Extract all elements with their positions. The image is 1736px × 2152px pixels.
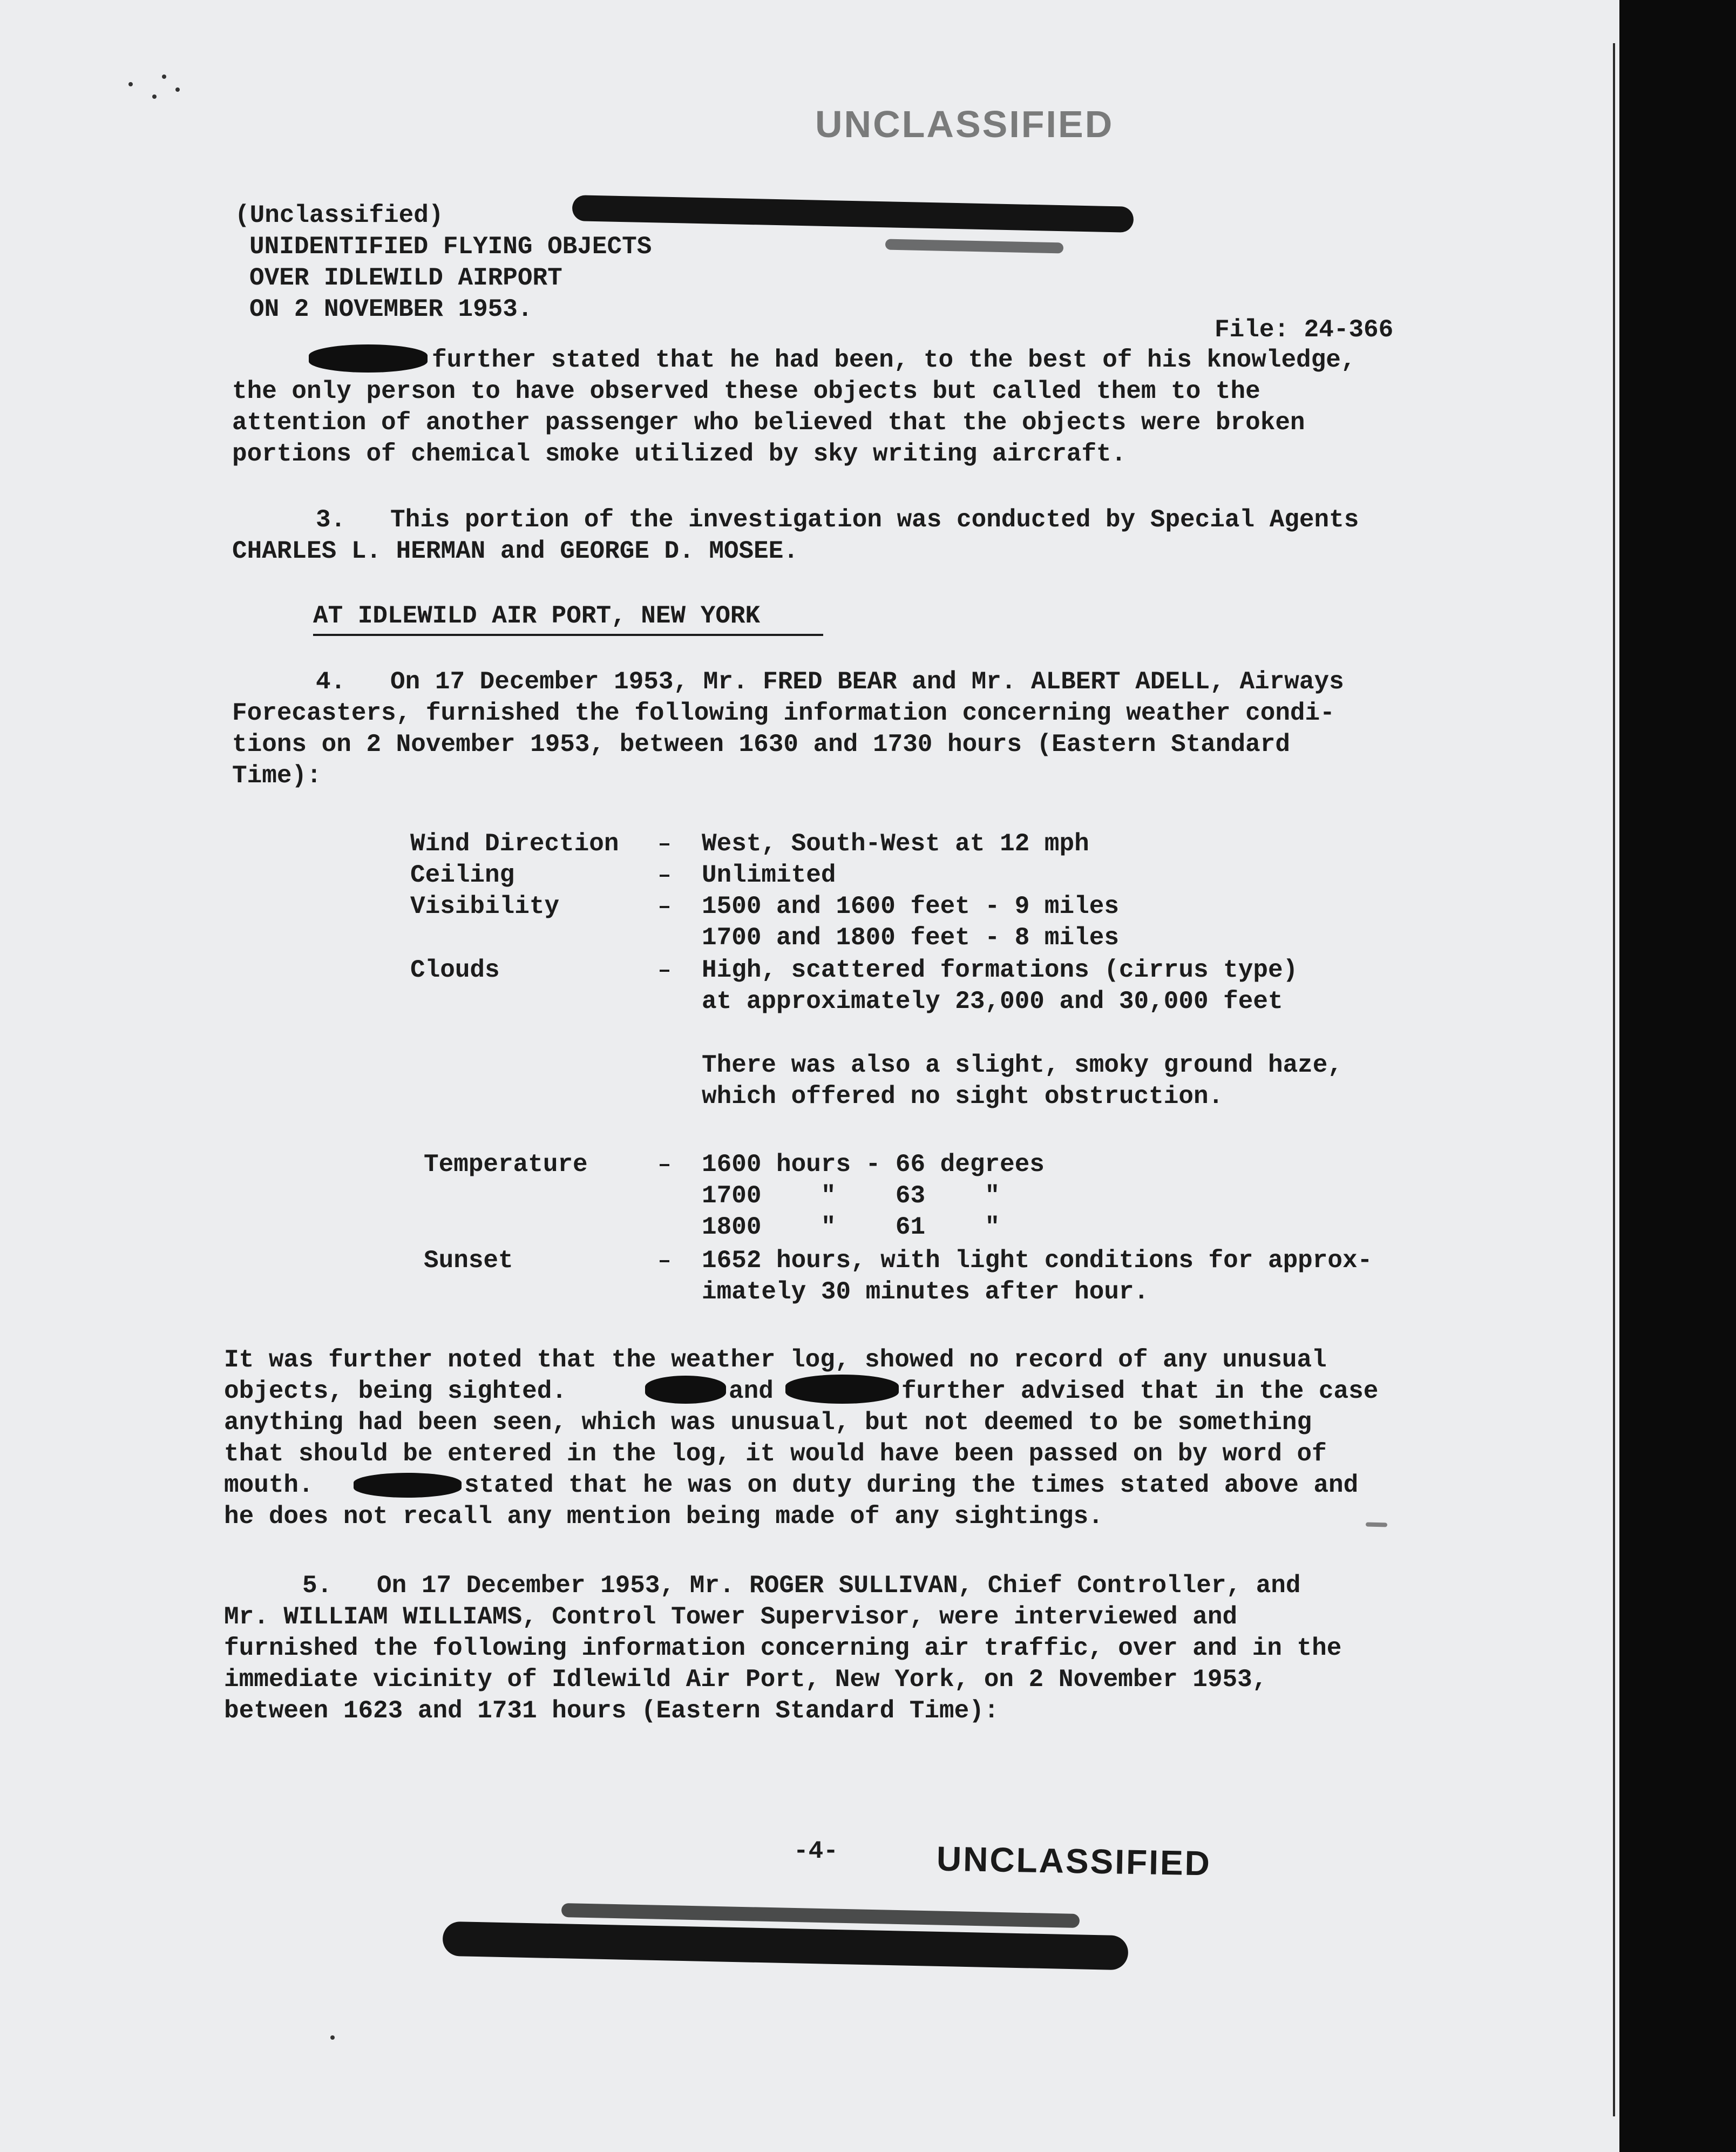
paragraph-line: attention of another passenger who believed that the objects were broken <box>232 409 1305 437</box>
weather-value: Unlimited <box>702 861 836 889</box>
header-line-3: ON 2 NOVEMBER 1953. <box>249 295 533 323</box>
weather-value: 1700 and 1800 feet - 8 miles <box>702 924 1119 952</box>
dust-speck <box>152 94 157 99</box>
dust-speck <box>330 2035 335 2040</box>
weather-value: 1700 " 63 " <box>702 1182 1000 1210</box>
paragraph-line: he does not recall any mention being made of any sightings. <box>224 1503 1103 1531</box>
paragraph-line: CHARLES L. HERMAN and GEORGE D. MOSEE. <box>232 537 798 565</box>
weather-dash <box>660 906 669 908</box>
weather-dash <box>660 1164 669 1166</box>
weather-value: 1652 hours, with light conditions for approx- <box>702 1247 1373 1275</box>
paragraph-line: between 1623 and 1731 hours (Eastern Standard Time): <box>224 1697 999 1725</box>
header-line-1: UNIDENTIFIED FLYING OBJECTS <box>249 233 652 261</box>
paragraph-line: 5. On 17 December 1953, Mr. ROGER SULLIVAN, Chief Controller, and <box>302 1572 1301 1600</box>
dust-speck <box>128 82 133 86</box>
weather-value: High, scattered formations (cirrus type) <box>702 956 1298 984</box>
header-classification: (Unclassified) <box>235 201 444 229</box>
paragraph-line: immediate vicinity of Idlewild Air Port, New York, on 2 November 1953, <box>224 1666 1267 1694</box>
paragraph-line: that should be entered in the log, it would have been passed on by word of <box>224 1440 1327 1468</box>
weather-dash <box>660 875 669 877</box>
weather-value: imately 30 minutes after hour. <box>702 1278 1149 1306</box>
paragraph-line: anything had been seen, which was unusual, but not deemed to be something <box>224 1409 1312 1437</box>
weather-label: Sunset <box>424 1247 513 1275</box>
redaction-bar <box>572 195 1134 233</box>
redaction-bar <box>885 239 1063 254</box>
dust-speck <box>175 87 180 92</box>
weather-label: Ceiling <box>410 861 515 889</box>
page-edge-line <box>1613 43 1615 2116</box>
heading-underline <box>313 634 823 636</box>
redaction-bar <box>561 1903 1080 1928</box>
header-line-2: OVER IDLEWILD AIRPORT <box>249 264 562 292</box>
dust-speck <box>162 75 166 79</box>
weather-label: Visibility <box>410 892 560 921</box>
paragraph-line: objects, being sighted. <box>224 1377 567 1405</box>
weather-value: 1800 " 61 " <box>702 1213 1000 1241</box>
weather-value: There was also a slight, smoky ground haze, <box>702 1051 1342 1079</box>
ink-mark <box>1366 1522 1387 1527</box>
redaction-mark <box>785 1375 899 1404</box>
paragraph-line: further advised that in the case <box>901 1377 1379 1405</box>
classification-stamp-bottom: UNCLASSIFIED <box>936 1839 1212 1883</box>
paragraph-line: portions of chemical smoke utilized by sky writing aircraft. <box>232 440 1127 468</box>
paragraph-line: furnished the following information concerning air traffic, over and in the <box>224 1634 1342 1662</box>
weather-value: at approximately 23,000 and 30,000 feet <box>702 987 1283 1016</box>
paragraph-line: Time): <box>232 762 322 790</box>
paragraph-line: It was further noted that the weather log, showed no record of any unusual <box>224 1346 1327 1374</box>
paragraph-line: Forecasters, furnished the following information concerning weather condi- <box>232 699 1335 727</box>
section-heading: AT IDLEWILD AIR PORT, NEW YORK <box>313 602 761 630</box>
weather-dash <box>660 970 669 972</box>
weather-label: Wind Direction <box>410 830 619 858</box>
redaction-mark <box>645 1376 726 1404</box>
page-number: -4- <box>794 1837 838 1865</box>
paragraph-line: stated that he was on duty during the times stated above and <box>464 1471 1359 1499</box>
file-number: File: 24-366 <box>1215 316 1394 344</box>
paragraph-line: 3. This portion of the investigation was conducted by Special Agents <box>316 506 1359 534</box>
weather-value: which offered no sight obstruction. <box>702 1082 1224 1111</box>
paragraph-line: Mr. WILLIAM WILLIAMS, Control Tower Supervisor, were interviewed and <box>224 1603 1238 1631</box>
paragraph-line: further stated that he had been, to the best of his knowledge, <box>432 346 1356 374</box>
paragraph-line: mouth. <box>224 1471 314 1499</box>
weather-value: 1600 hours - 66 degrees <box>702 1151 1045 1179</box>
paragraph-line: tions on 2 November 1953, between 1630 and 1730 hours (Eastern Standard <box>232 730 1290 759</box>
paragraph-line: and <box>729 1377 774 1405</box>
weather-dash <box>660 843 669 845</box>
redaction-mark <box>354 1473 462 1498</box>
weather-value: West, South-West at 12 mph <box>702 830 1089 858</box>
classification-stamp-top: UNCLASSIFIED <box>815 103 1114 145</box>
weather-label: Temperature <box>424 1151 588 1179</box>
weather-label: Clouds <box>410 956 500 984</box>
paragraph-line: 4. On 17 December 1953, Mr. FRED BEAR and Mr. ALBERT ADELL, Airways <box>316 668 1344 696</box>
redaction-bar <box>442 1921 1128 1971</box>
weather-dash <box>660 1260 669 1262</box>
weather-value: 1500 and 1600 feet - 9 miles <box>702 892 1119 921</box>
paragraph-line: the only person to have observed these objects but called them to the <box>232 377 1260 405</box>
redaction-mark <box>309 344 428 373</box>
